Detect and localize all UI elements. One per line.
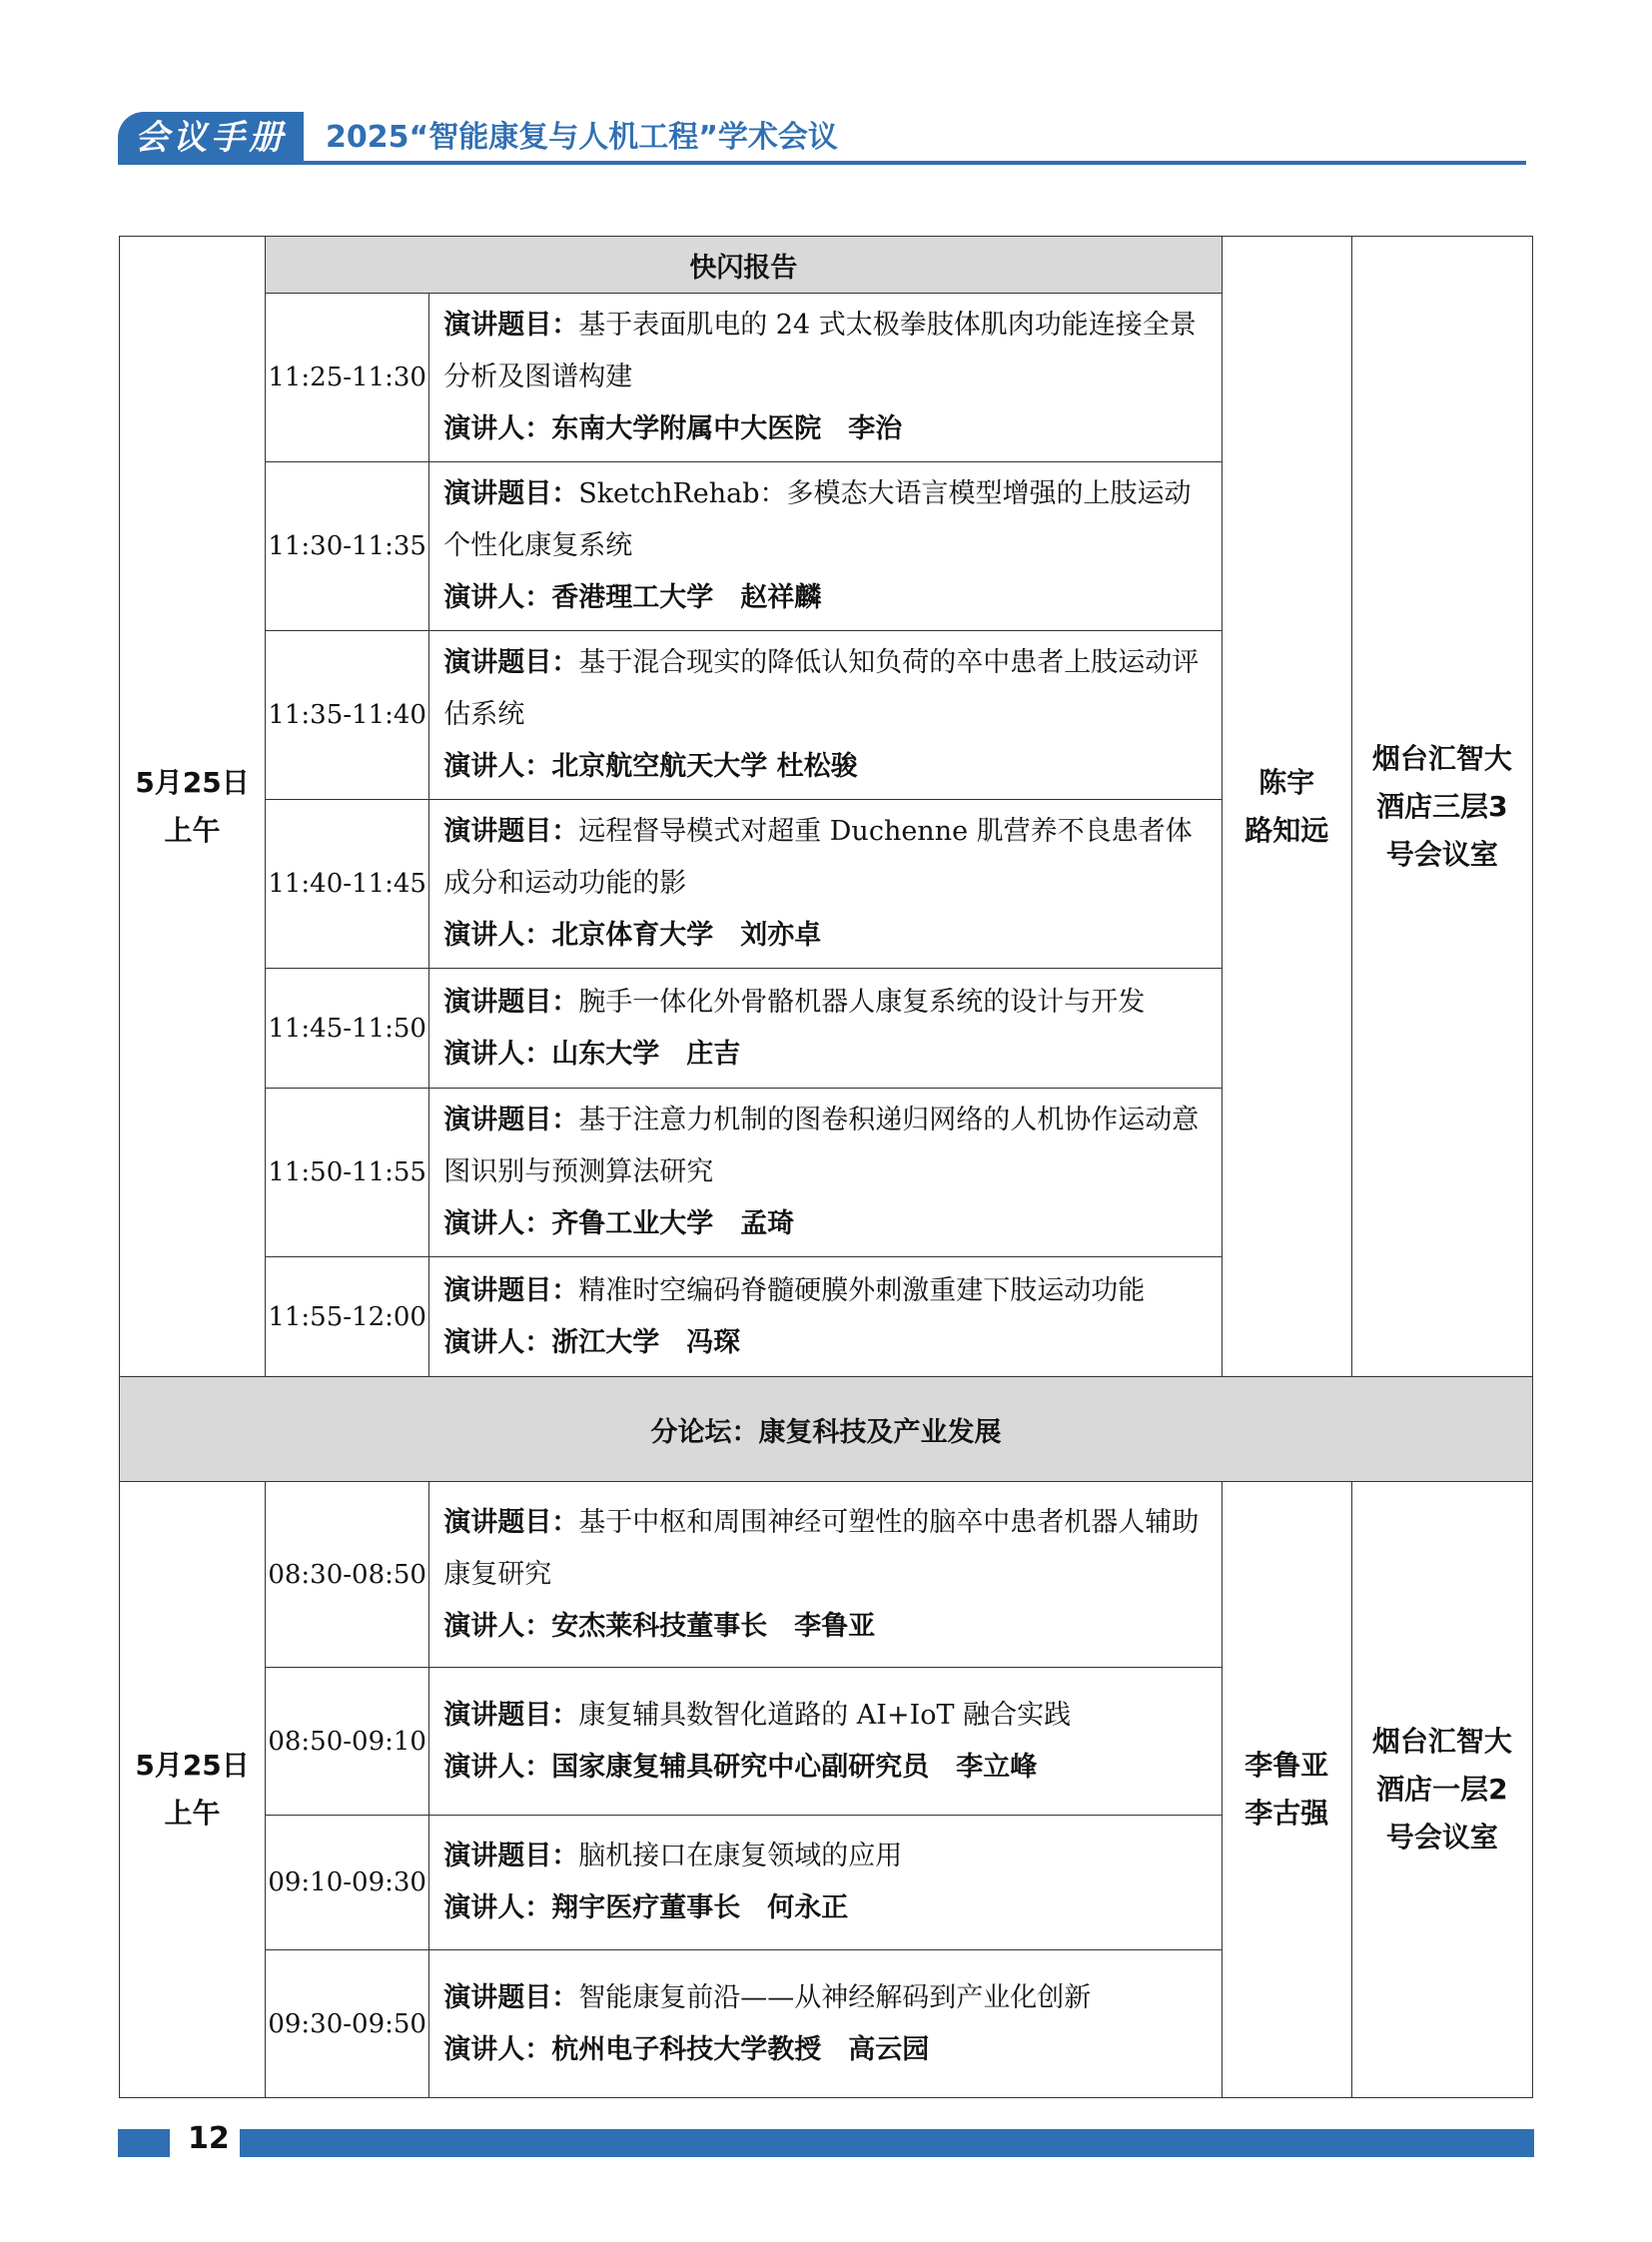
talk-time: 08:50-09:10: [266, 1668, 429, 1816]
talk-cell: [429, 1816, 1223, 1950]
talk-speaker-text: 安杰莱科技董事长 李鲁亚: [551, 1610, 876, 1642]
talk-title-label: 演讲题目：: [443, 647, 579, 678]
talk-title-label: 演讲题目：: [443, 986, 579, 1018]
room-line: 酒店三层3: [1376, 789, 1508, 823]
talk-speaker-label: 演讲人：: [443, 920, 552, 951]
header-rule: [118, 161, 1526, 165]
talk-time: 09:10-09:30: [266, 1816, 429, 1950]
section-title: 快闪报告: [266, 237, 1223, 294]
talk-title-label: 演讲题目：: [443, 1981, 579, 2013]
talk-title-text: 远程督导模式对超重 Duchenne 肌营养不良患者体成分和运动功能的影: [443, 816, 1193, 899]
talk-title: [443, 300, 1208, 403]
talk-speaker: [443, 1601, 1208, 1653]
talk-title-text: 腕手一体化外骨骼机器人康复系统的设计与开发: [578, 986, 1146, 1018]
talk-time: 08:30-08:50: [266, 1482, 429, 1668]
room-line: 酒店一层2: [1376, 1773, 1508, 1806]
talk-speaker: [443, 1742, 1208, 1794]
footer-bar-left: [118, 2129, 170, 2157]
talk-title-label: 演讲题目：: [443, 1841, 579, 1871]
host-name: 李鲁亚: [1244, 1749, 1329, 1782]
talk-cell: [429, 969, 1223, 1089]
talk-speaker: [443, 1317, 1208, 1369]
talk-speaker-label: 演讲人：: [443, 582, 552, 613]
talk-speaker-text: 香港理工大学 赵祥麟: [551, 582, 822, 613]
page-number: 12: [188, 2121, 230, 2156]
talk-title-label: 演讲题目：: [443, 1274, 579, 1306]
talk-title: [443, 806, 1208, 910]
talk-time: 11:40-11:45: [266, 800, 429, 969]
talk-speaker: [443, 1198, 1208, 1250]
talk-title-text: 智能康复前沿——从神经解码到产业化创新: [578, 1981, 1092, 2013]
talk-cell: [429, 800, 1223, 969]
talk-speaker-text: 杭州电子科技大学教授 高云园: [551, 2033, 930, 2065]
talk-speaker-text: 山东大学 庄吉: [551, 1038, 741, 1070]
talk-time: 11:50-11:55: [266, 1089, 429, 1257]
host-name: 李古强: [1244, 1797, 1329, 1830]
talk-cell: [429, 1257, 1223, 1377]
talk-speaker-label: 演讲人：: [443, 1610, 552, 1642]
talk-cell: [429, 1089, 1223, 1257]
session-room: [1351, 1482, 1532, 2098]
talk-speaker-label: 演讲人：: [443, 1038, 552, 1070]
talk-speaker-text: 齐鲁工业大学 孟琦: [551, 1208, 795, 1239]
talk-time: 11:55-12:00: [266, 1257, 429, 1377]
date-period: 上午: [164, 813, 221, 847]
forum-title: 分论坛：康复科技及产业发展: [120, 1377, 1533, 1482]
talk-title-text: 基于表面肌电的 24 式太极拳肢体肌肉功能连接全景分析及图谱构建: [443, 310, 1197, 392]
talk-speaker: [443, 403, 1208, 455]
talk-title: [443, 977, 1208, 1029]
conference-title: 2025“智能康复与人机工程”学术会议: [326, 120, 838, 155]
talk-speaker-label: 演讲人：: [443, 2033, 552, 2065]
talk-time: 11:45-11:50: [266, 969, 429, 1089]
talk-cell: [429, 294, 1223, 462]
talk-time: 11:35-11:40: [266, 631, 429, 800]
room-line: 号会议室: [1385, 837, 1498, 871]
session-hosts: [1222, 237, 1351, 1377]
talk-cell: [429, 1950, 1223, 2098]
talk-title-label: 演讲题目：: [443, 1699, 579, 1731]
talk-speaker-label: 演讲人：: [443, 1892, 552, 1923]
schedule-table: [119, 236, 1533, 2098]
talk-title-text: 基于中枢和周围神经可塑性的脑卒中患者机器人辅助康复研究: [443, 1506, 1200, 1590]
talk-title: [443, 1095, 1208, 1198]
page-header: [118, 112, 1526, 164]
room-line: 烟台汇智大: [1371, 1725, 1512, 1758]
host-name: 路知远: [1244, 813, 1329, 847]
talk-title-label: 演讲题目：: [443, 816, 579, 847]
talk-title: [443, 1690, 1208, 1742]
talk-title: [443, 637, 1208, 741]
talk-speaker: [443, 741, 1208, 793]
talk-title-label: 演讲题目：: [443, 1506, 579, 1538]
talk-cell: [429, 1482, 1223, 1668]
talk-title-label: 演讲题目：: [443, 310, 579, 341]
talk-time: 09:30-09:50: [266, 1950, 429, 2098]
room-line: 烟台汇智大: [1371, 741, 1512, 775]
talk-speaker-text: 国家康复辅具研究中心副研究员 李立峰: [551, 1751, 1038, 1783]
talk-title: [443, 1972, 1208, 2024]
talk-title-label: 演讲题目：: [443, 478, 579, 509]
session-date: [120, 1482, 266, 2098]
talk-speaker-text: 浙江大学 冯琛: [551, 1326, 741, 1358]
talk-time: 11:30-11:35: [266, 462, 429, 631]
talk-speaker-text: 北京航空航天大学 杜松骏: [551, 751, 858, 782]
room-line: 号会议室: [1385, 1821, 1498, 1854]
talk-speaker-text: 翔宇医疗董事长 何永正: [551, 1892, 849, 1923]
talk-title-text: 脑机接口在康复领域的应用: [578, 1841, 903, 1871]
talk-speaker-label: 演讲人：: [443, 1208, 552, 1239]
date-period: 上午: [164, 1797, 221, 1830]
talk-title: [443, 1831, 1208, 1882]
talk-title-text: SketchRehab：多模态大语言模型增强的上肢运动个性化康复系统: [443, 478, 1192, 561]
talk-title-label: 演讲题目：: [443, 1105, 579, 1135]
talk-speaker: [443, 1029, 1208, 1081]
session-hosts: [1222, 1482, 1351, 2098]
talk-speaker: [443, 910, 1208, 962]
talk-speaker-text: 北京体育大学 刘亦卓: [551, 920, 822, 951]
talk-cell: [429, 1668, 1223, 1816]
talk-speaker-label: 演讲人：: [443, 751, 552, 782]
talk-time: 11:25-11:30: [266, 294, 429, 462]
handbook-badge: 会议手册: [118, 112, 304, 164]
talk-speaker: [443, 1882, 1208, 1934]
talk-cell: [429, 462, 1223, 631]
talk-speaker-text: 东南大学附属中大医院 李治: [551, 413, 903, 444]
footer-bar: [240, 2129, 1534, 2157]
talk-title-text: 基于混合现实的降低认知负荷的卒中患者上肢运动评估系统: [443, 647, 1200, 730]
talk-title: [443, 1497, 1208, 1601]
table-row: [120, 1482, 1533, 1668]
session-room: [1351, 237, 1532, 1377]
talk-speaker-label: 演讲人：: [443, 1751, 552, 1783]
talk-speaker-label: 演讲人：: [443, 413, 552, 444]
date-line: 5月25日: [135, 765, 250, 799]
talk-title: [443, 1265, 1208, 1317]
talk-title-text: 康复辅具数智化道路的 AI+IoT 融合实践: [578, 1699, 1072, 1731]
talk-speaker-label: 演讲人：: [443, 1326, 552, 1358]
session-date: [120, 237, 266, 1377]
talk-cell: [429, 631, 1223, 800]
date-line: 5月25日: [135, 1749, 250, 1782]
talk-title: [443, 468, 1208, 572]
host-name: 陈宇: [1258, 765, 1315, 799]
talk-title-text: 基于注意力机制的图卷积递归网络的人机协作运动意图识别与预测算法研究: [443, 1105, 1200, 1187]
talk-speaker: [443, 2024, 1208, 2076]
talk-title-text: 精准时空编码脊髓硬膜外刺激重建下肢运动功能: [578, 1274, 1146, 1306]
talk-speaker: [443, 572, 1208, 624]
